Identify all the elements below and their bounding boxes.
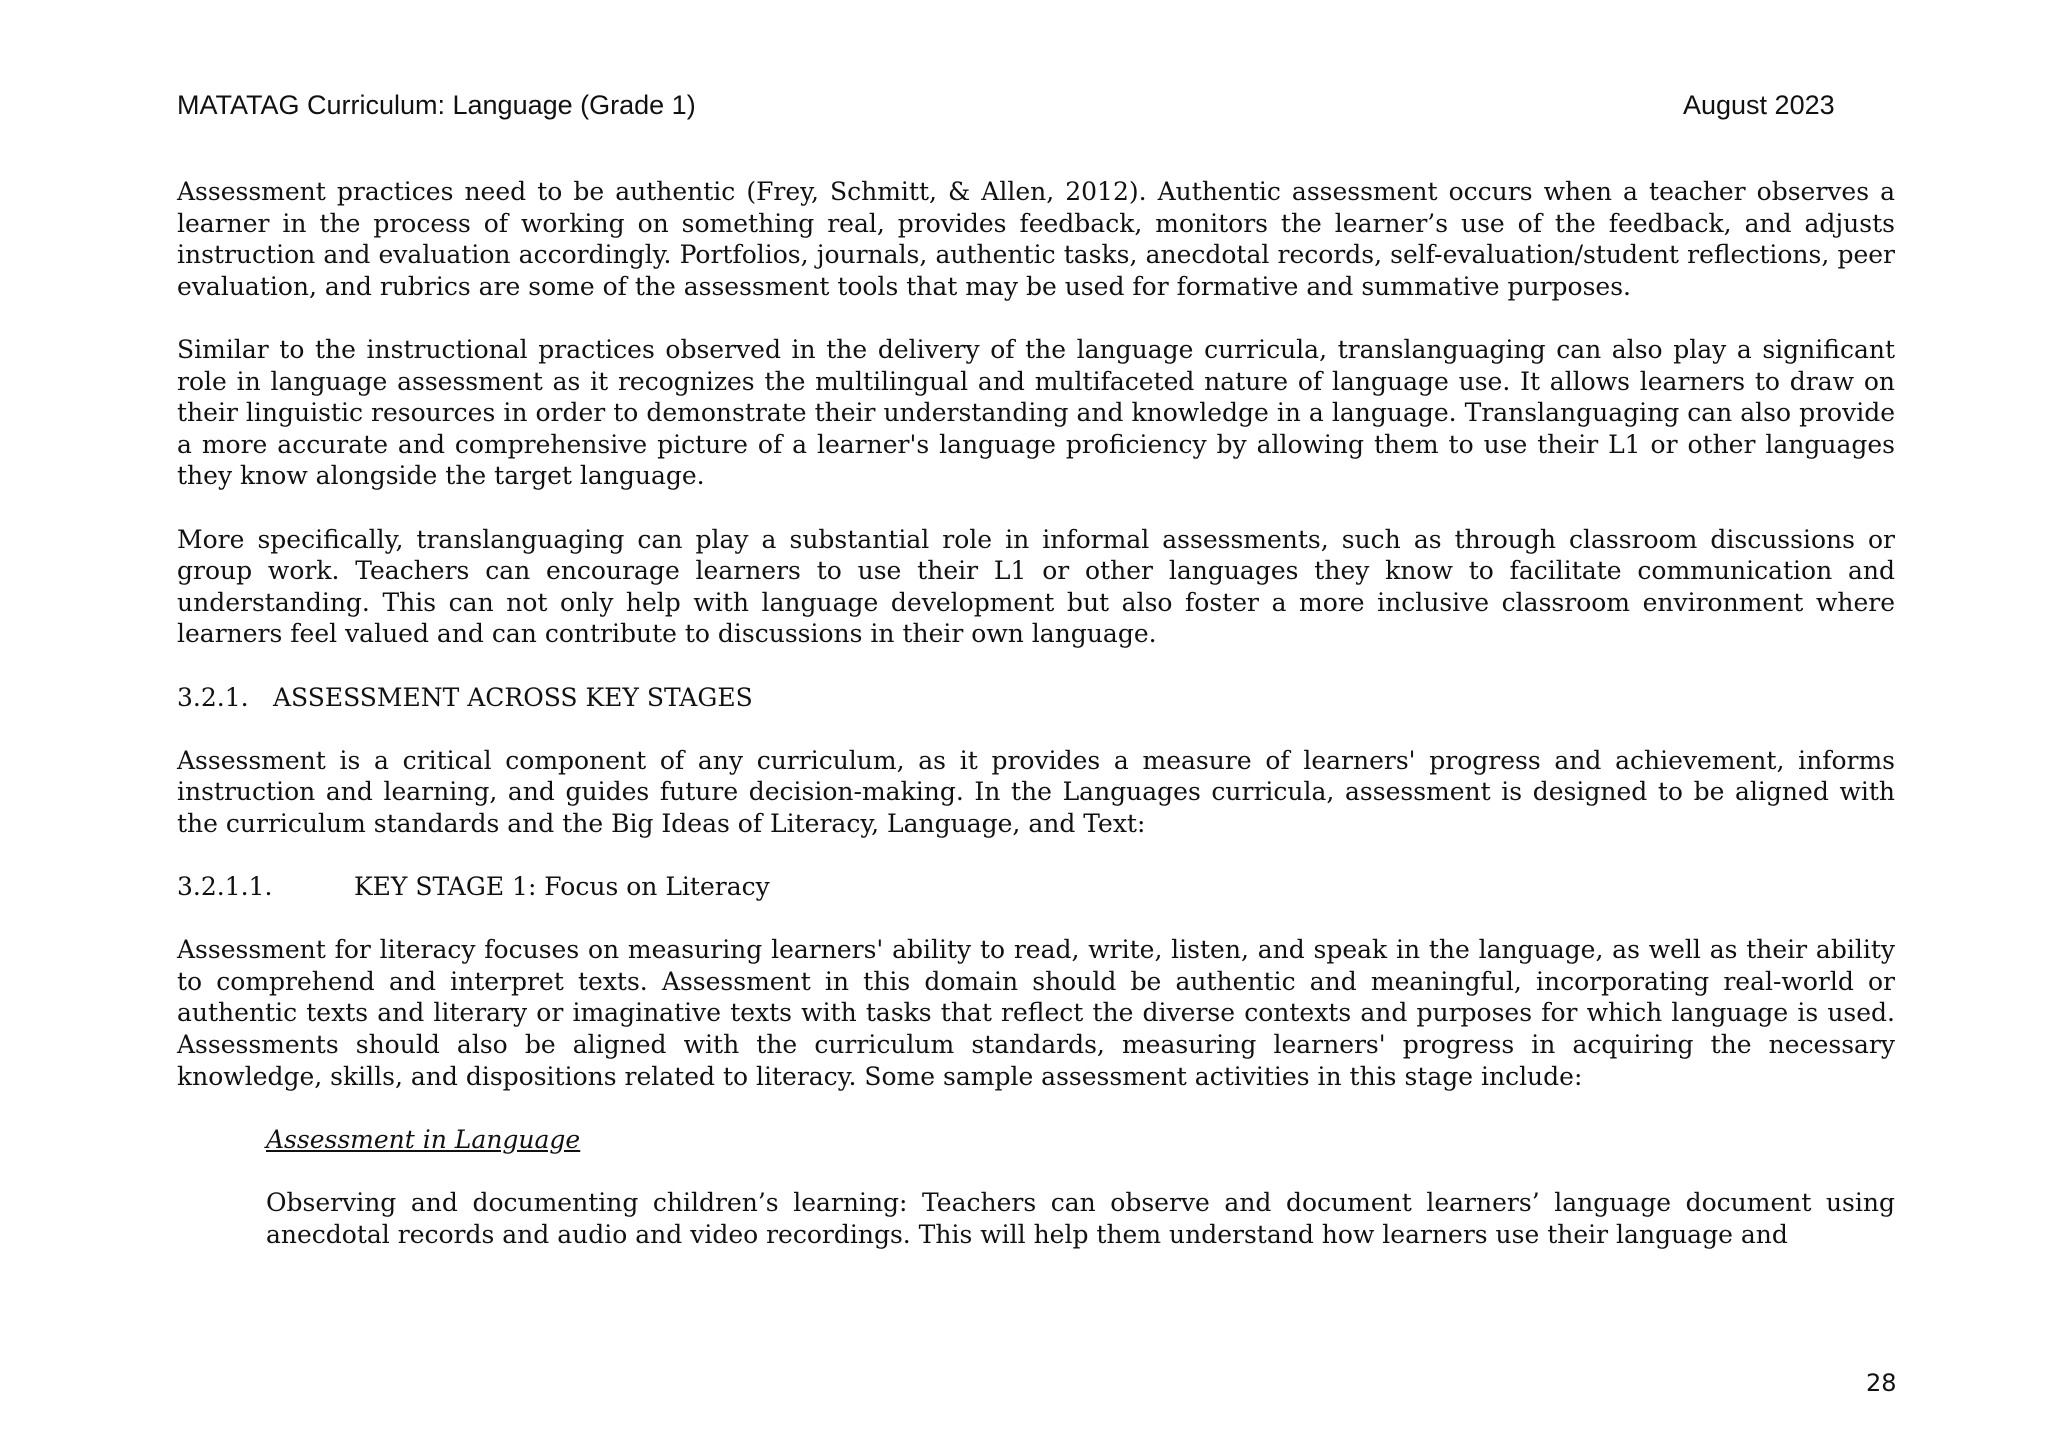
subsection-number: 3.2.1.1. bbox=[177, 872, 273, 902]
subsection-heading bbox=[177, 871, 1895, 903]
paragraph-literacy-assessment: Assessment for literacy focuses on measuring learners' ability to read, write, listen, and speak in the language, as well as their ability to comprehend and interpret texts. Assessment in this domain should be authentic and meaningful, incorporating real-world or authentic texts and literary or imaginative texts with tasks that reflect the diverse contexts and purposes for which language is used. Assessments should also be aligned with the curriculum standards, measuring learners' progress in acquiring the necessary knowledge, skills, and dispositions related to literacy. Some sample assessment activities in this stage include: bbox=[177, 935, 1895, 1091]
page-number: 28 bbox=[1866, 1369, 1897, 1397]
paragraph-informal-assessment: More specifically, translanguaging can play a substantial role in informal assessments, such as through classroom discussions or group work. Teachers can encourage learners to use their L1 or other languages they know to facilitate communication and understanding. This can not only help with language development but also foster a more inclusive classroom environment where learners feel valued and can contribute to discussions in their own language. bbox=[177, 524, 1895, 649]
header-date: August 2023 bbox=[1683, 90, 1835, 120]
header-title: MATATAG Curriculum: Language (Grade 1) bbox=[177, 90, 696, 120]
paragraph-authentic-assessment: Assessment practices need to be authentic (Frey, Schmitt, & Allen, 2012). Authentic assessment occurs when a teacher observes a learner in the process of working on something real, provides feedback, monitors the learner’s use of the feedback, and adjusts instruction and evaluation accordingly. Portfolios, journals, authentic tasks, anecdotal records, self-evaluation/student reflections, peer evaluation, and rubrics are some of the assessment tools that may be used for formative and summative purposes. bbox=[177, 177, 1895, 301]
paragraph-assessment-component: Assessment is a critical component of any curriculum, as it provides a measure of learners' progress and achievement, informs instruction and learning, and guides future decision-making. In the Languages curricula, assessment is designed to be aligned with the curriculum standards and the Big Ideas of Literacy, Language, and Text: bbox=[177, 745, 1895, 838]
section-title: ASSESSMENT ACROSS KEY STAGES bbox=[272, 682, 753, 712]
paragraph-observing-documenting: Observing and documenting children’s learning: Teachers can observe and document learners’ language document using anecdotal records and audio and video recordings. This will help them understand how learners use their language and bbox=[266, 1188, 1895, 1249]
section-heading bbox=[177, 682, 1895, 714]
paragraph-translanguaging-assessment: Similar to the instructional practices observed in the delivery of the language curricula, translanguaging can also play a significant role in language assessment as it recognizes the multilingual and multifaceted nature of language use. It allows learners to draw on their linguistic resources in order to demonstrate their understanding and knowledge in a language. Translanguaging can also provide a more accurate and comprehensive picture of a learner's language proficiency by allowing them to use their L1 or other languages they know alongside the target language. bbox=[177, 334, 1895, 491]
section-number: 3.2.1. bbox=[177, 682, 249, 712]
assessment-in-language-heading: Assessment in Language bbox=[266, 1124, 581, 1154]
document-body bbox=[177, 176, 1895, 1282]
page-header bbox=[177, 88, 1837, 122]
subsection-title: KEY STAGE 1: Focus on Literacy bbox=[354, 872, 770, 902]
